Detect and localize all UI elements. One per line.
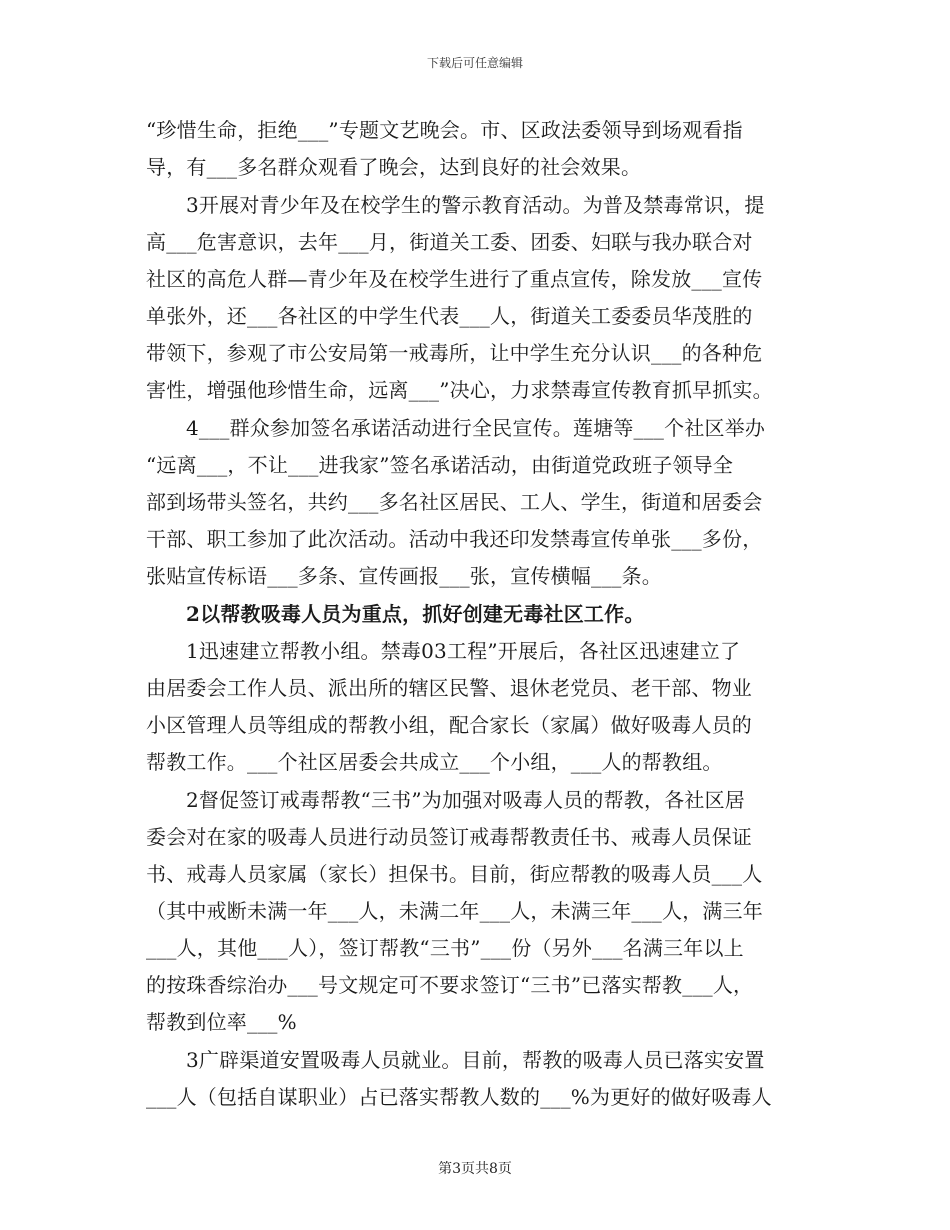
text-line: 导，有___多名群众观看了晚会，达到良好的社会效果。: [146, 155, 642, 179]
text-line: 部到场带头签名，共约___多名社区居民、工人、学生，街道和居委会: [146, 490, 763, 514]
text-line: 由居委会工作人员、派出所的辖区民警、退休老党员、老干部、物业: [146, 676, 752, 700]
page-header: 下载后可任意编辑: [426, 56, 523, 70]
text-line: “远离___，不让___进我家”签名承诺活动，由街道党政班子领导全: [146, 453, 734, 477]
text-line: ___人（包括自谋职业）占已落实帮教人数的___%为更好的做好吸毒人: [146, 1085, 772, 1109]
text-line: 干部、职工参加了此次活动。活动中我还印发禁毒宣传单张___多份，: [146, 527, 763, 551]
text-line: 书、戒毒人员家属（家长）担保书。目前，街应帮教的吸毒人员___人: [146, 862, 763, 886]
paragraph-start: 2督促签订戒毒帮教“三书”为加强对吸毒人员的帮教，各社区居: [186, 788, 745, 812]
text-line: 帮教到位率___%: [146, 1010, 297, 1034]
text-line: （其中戒断未满一年___人，未满二年___人，未满三年___人，满三年: [146, 899, 763, 923]
paragraph-start: 3开展对青少年及在校学生的警示教育活动。为普及禁毒常识，提: [186, 193, 765, 217]
text-line: 单张外，还___各社区的中学生代表___人，街道关工委委员华茂胜的: [146, 304, 753, 328]
text-line: “珍惜生命，拒绝___”专题文艺晚会。市、区政法委领导到场观看指: [146, 118, 743, 142]
text-line: 张贴宣传标语___多条、宣传画报___张，宣传横幅___条。: [146, 564, 662, 588]
text-line: 小区管理人员等组成的帮教小组，配合家长（家属）做好吸毒人员的: [146, 713, 752, 737]
document-body: [146, 112, 826, 1116]
text-line: 害性，增强他珍惜生命，远离___”决心，力求禁毒宣传教育抓早抓实。: [146, 378, 773, 402]
text-line: 帮教工作。___个社区居委会共成立___个小组，___人的帮教组。: [146, 750, 723, 774]
text-line: 带领下，参观了市公安局第一戒毒所，让中学生充分认识___的各种危: [146, 341, 763, 365]
page-footer: 第3页共8页: [438, 1161, 512, 1177]
text-line: 社区的高危人群—青少年及在校学生进行了重点宣传，除发放___宣传: [146, 267, 763, 291]
paragraph-start: 4___群众参加签名承诺活动进行全民宣传。莲塘等___个社区举办: [186, 416, 766, 440]
text-line: 高___危害意识，去年___月，街道关工委、团委、妇联与我办联合对: [146, 230, 753, 254]
section-heading: 2以帮教吸毒人员为重点，抓好创建无毒社区工作。: [186, 602, 645, 626]
paragraph-start: 3广辟渠道安置吸毒人员就业。目前，帮教的吸毒人员已落实安置: [186, 1048, 765, 1072]
text-line: 委会对在家的吸毒人员进行动员签订戒毒帮教责任书、戒毒人员保证: [146, 825, 752, 849]
text-line: ___人，其他___人），签订帮教“三书”___份（另外___名满三年以上: [146, 936, 744, 960]
text-line: 的按珠香综治办___号文规定可不要求签订“三书”已落实帮教___人，: [146, 973, 754, 997]
paragraph-start: 1迅速建立帮教小组。禁毒03工程”开展后，各社区迅速建立了: [186, 639, 741, 663]
